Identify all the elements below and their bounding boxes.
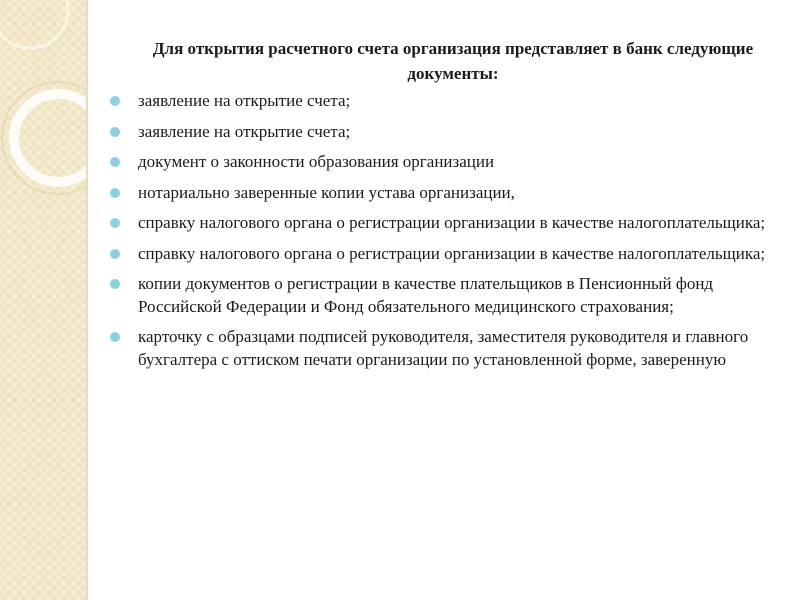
bullet-icon [110, 249, 120, 259]
bullet-icon [110, 127, 120, 137]
bullet-icon [110, 188, 120, 198]
list-item [104, 326, 784, 371]
list-item-text: карточку с образцами подписей руководителя, заместителя руководителя и главного бухгалтера с оттиском печати организации по установленной форме, заверенную [138, 327, 749, 369]
list-item [104, 90, 784, 113]
list-item-text: заявление на открытие счета; [138, 91, 351, 110]
bullet-icon [110, 96, 120, 106]
bullet-icon [110, 157, 120, 167]
list-item [104, 212, 784, 235]
document-list [104, 90, 784, 371]
bullet-icon [110, 279, 120, 289]
decorative-sidebar [0, 0, 88, 600]
list-item [104, 182, 784, 205]
bullet-icon [110, 332, 120, 342]
list-item [104, 151, 784, 174]
list-item-text: справку налогового органа о регистрации организации в качестве налогоплательщика; [138, 213, 766, 232]
list-item [104, 273, 784, 318]
list-item [104, 121, 784, 144]
list-item-text: справку налогового органа о регистрации организации в качестве налогоплательщика; [138, 243, 766, 263]
list-item [104, 243, 784, 266]
sidebar-divider [86, 0, 88, 600]
bullet-icon [110, 218, 120, 228]
slide-heading: Для открытия расчетного счета организация представляет в банк следующие документы: [152, 39, 754, 83]
list-item-text: копии документов о регистрации в качестве плательщиков в Пенсионный фонд Российской Федерации и Фонд обязательного медицинского страхования; [138, 274, 714, 316]
slide-content [104, 36, 784, 379]
list-item-text: документ о законности образования организации [138, 152, 495, 171]
decorative-rings [0, 0, 88, 600]
list-item-text: заявление на открытие счета; [138, 121, 351, 141]
list-item-text: нотариально заверенные копии устава организации, [138, 182, 515, 202]
